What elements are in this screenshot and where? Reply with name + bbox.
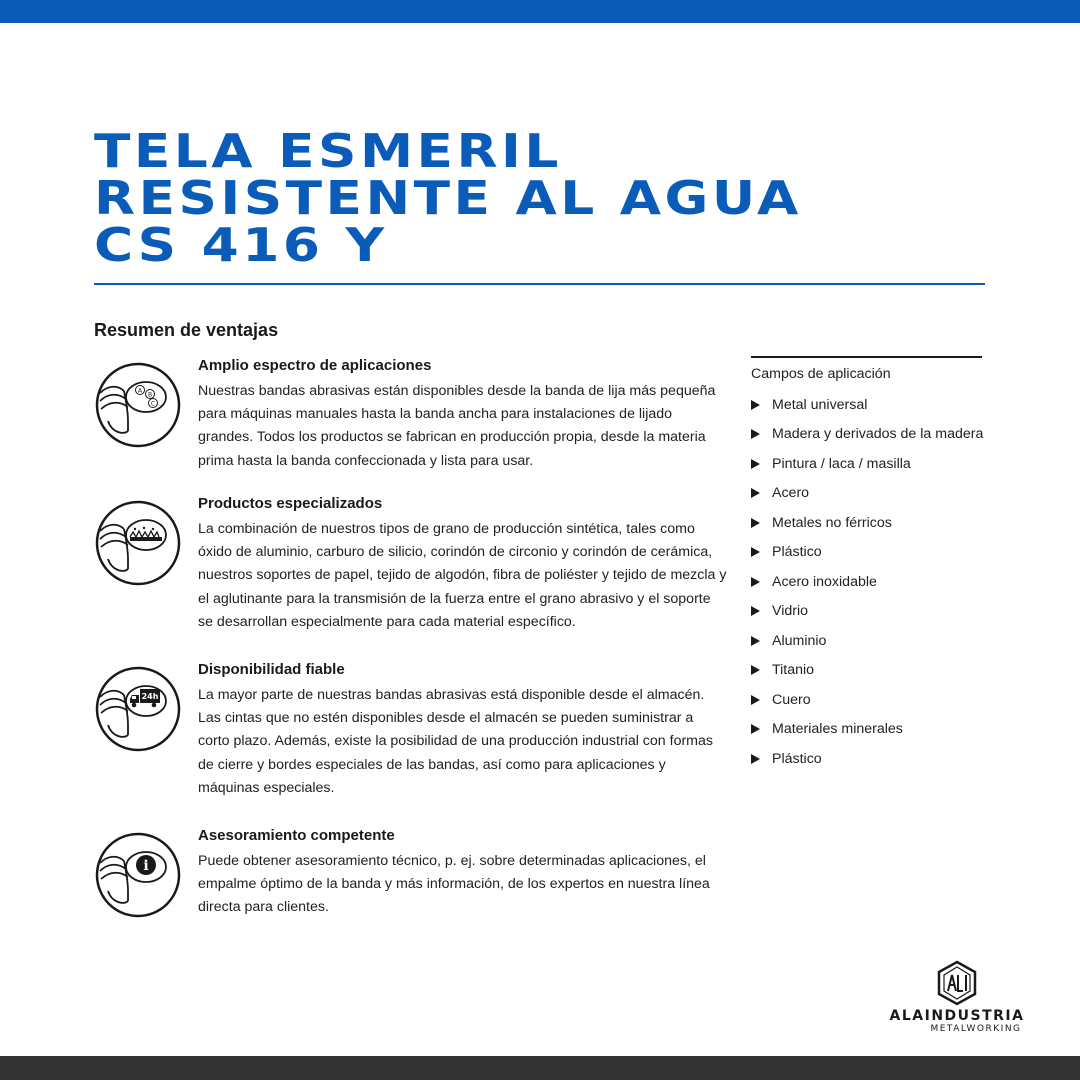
triangle-bullet-icon — [751, 636, 760, 646]
icon-letter-c: C — [150, 400, 156, 408]
triangle-bullet-icon — [751, 724, 760, 734]
info-icon — [94, 831, 182, 919]
list-item-label: Acero — [772, 485, 810, 502]
list-item-label: Acero inoxidable — [772, 573, 877, 590]
triangle-bullet-icon — [751, 754, 760, 764]
triangle-bullet-icon — [751, 429, 760, 439]
triangle-bullet-icon — [751, 606, 760, 616]
icon-badge-24h: 24h — [141, 692, 159, 701]
benefit-text: La mayor parte de nuestras bandas abrasivas está disponible desde el almacén. Las cintas que no estén disponibles desde el almacén se pueden suministrar a corto plazo. Además, existe la posibilidad de una producción industrial con formas de cierre y bordes especiales de las bandas, así como para aplicaciones y máquinas especiales. — [198, 687, 713, 796]
benefit-title: Productos especializados — [198, 495, 383, 512]
list-item-label: Titanio — [772, 662, 815, 679]
list-item-label: Plástico — [772, 750, 822, 767]
bottom-footer-bar — [0, 1056, 1080, 1080]
list-item — [751, 449, 991, 479]
list-item — [751, 715, 991, 745]
title-divider — [94, 283, 985, 285]
fields-divider — [751, 356, 982, 358]
icon-letter-a: A — [137, 387, 143, 395]
list-item — [751, 744, 991, 774]
alaindustria-hexagon-logo-icon — [935, 960, 979, 1006]
triangle-bullet-icon — [751, 577, 760, 587]
logo-subtitle: METALWORKING — [930, 1024, 1022, 1034]
triangle-bullet-icon — [751, 547, 760, 557]
list-item — [751, 656, 991, 686]
benefit-text: La combinación de nuestros tipos de grano de producción sintética, tales como óxido de aluminio, carburo de silicio, corindón de circonio y corindón de cerámica, nuestros soportes de papel, tejido de algodón, fibra de poliéster y tejido de mezcla y el aglutinante para la transmisión de la fuerza entre el grano abrasivo y el soporte se desarrollan especialmente para cada material específico. — [198, 521, 727, 630]
icon-letter-b: B — [147, 391, 153, 399]
triangle-bullet-icon — [751, 459, 760, 469]
benefit-text: Nuestras bandas abrasivas están disponibles desde la banda de lija más pequeña para máquinas manuales hasta la banda ancha para instalaciones de lijado grandes. Todos los productos se fabrican en producción propia, desde la materia prima hasta la banda confeccionada y lista para usar. — [198, 383, 716, 469]
benefit-title: Asesoramiento competente — [198, 827, 395, 844]
top-accent-bar — [0, 0, 1080, 23]
delivery-truck-24h-icon — [94, 665, 182, 753]
list-item — [751, 567, 991, 597]
list-item-label: Metal universal — [772, 396, 868, 413]
page-title — [94, 124, 994, 272]
list-item-label: Pintura / laca / masilla — [772, 455, 911, 472]
triangle-bullet-icon — [751, 518, 760, 528]
benefit-title: Amplio espectro de aplicaciones — [198, 357, 432, 374]
triangle-bullet-icon — [751, 695, 760, 705]
list-item — [751, 390, 991, 420]
title-line-1: TELA ESMERIL — [94, 124, 562, 178]
triangle-bullet-icon — [751, 400, 760, 410]
title-line-3: CS 416 Y — [94, 218, 388, 272]
list-item — [751, 538, 991, 568]
list-item — [751, 597, 991, 627]
benefit-text: Puede obtener asesoramiento técnico, p. ej. sobre determinadas aplicaciones, el empalme óptimo de la banda y más información, de los expertos en nuestra línea directa para clientes. — [198, 853, 710, 916]
list-item-label: Madera y derivados de la madera — [772, 426, 984, 443]
list-item-label: Cuero — [772, 691, 811, 708]
company-logo — [868, 960, 1046, 1040]
list-item-label: Aluminio — [772, 632, 827, 649]
icon-badge-info: i — [143, 858, 149, 874]
list-item — [751, 479, 991, 509]
fields-title: Campos de aplicación — [751, 366, 891, 382]
benefit-title: Disponibilidad fiable — [198, 661, 345, 678]
list-item-label: Metales no férricos — [772, 514, 892, 531]
logo-name: ALAINDUSTRIA — [889, 1008, 1025, 1024]
list-item — [751, 420, 991, 450]
summary-heading: Resumen de ventajas — [94, 320, 279, 340]
abc-letters-icon — [94, 361, 182, 449]
triangle-bullet-icon — [751, 665, 760, 675]
list-item-label: Materiales minerales — [772, 721, 903, 738]
fields-list — [751, 390, 991, 774]
abrasive-grain-icon — [94, 499, 182, 587]
list-item-label: Vidrio — [772, 603, 809, 620]
list-item — [751, 626, 991, 656]
application-fields — [751, 356, 991, 774]
triangle-bullet-icon — [751, 488, 760, 498]
title-line-2: RESISTENTE AL AGUA — [94, 171, 802, 225]
list-item — [751, 508, 991, 538]
list-item-label: Plástico — [772, 544, 822, 561]
list-item — [751, 685, 991, 715]
